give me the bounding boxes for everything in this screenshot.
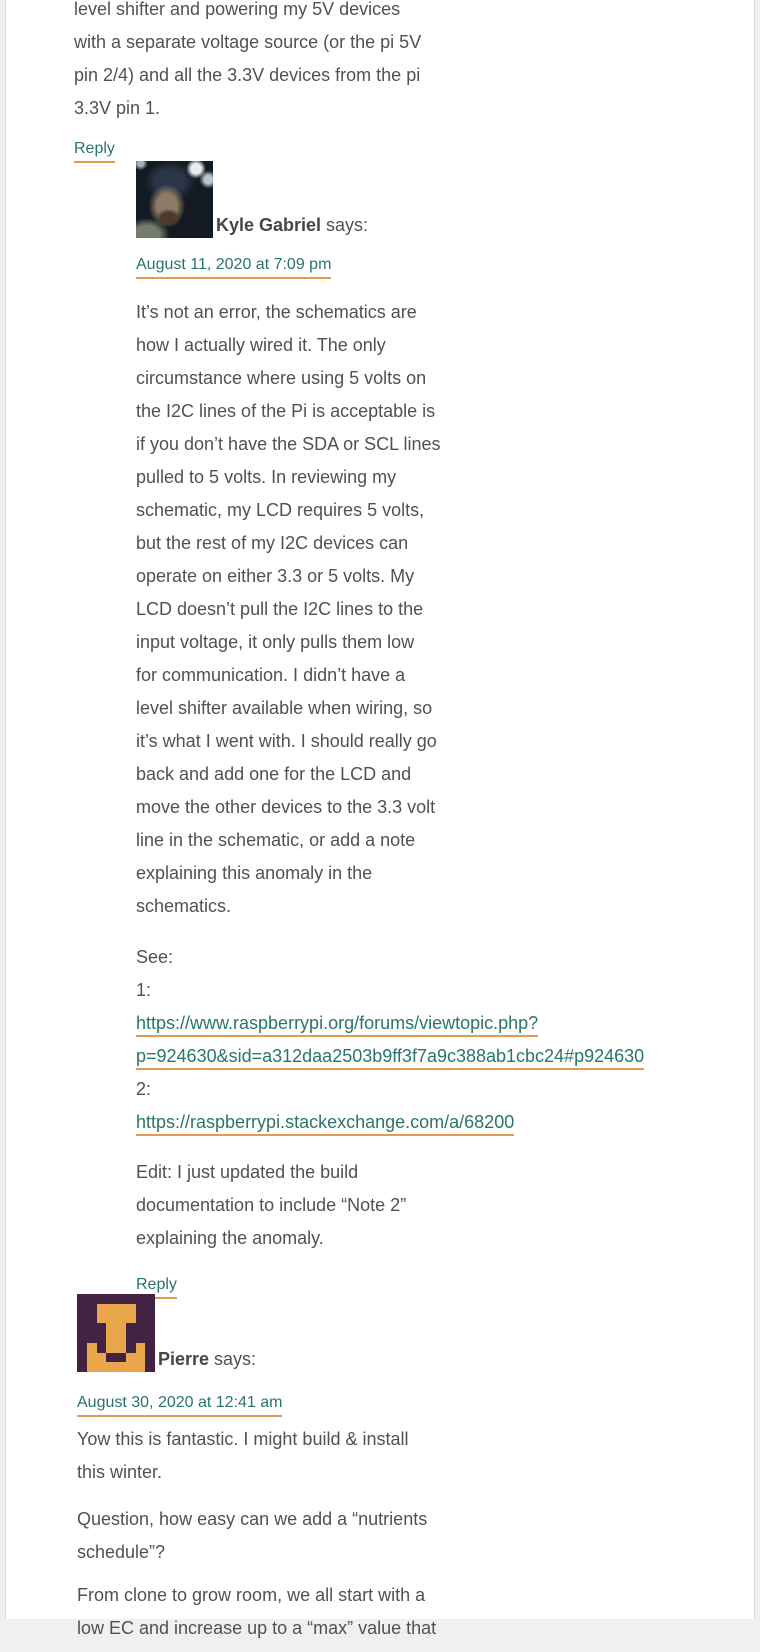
text-line: pulled to 5 volts. In reviewing my — [136, 467, 397, 487]
avatar-pixel — [126, 1304, 136, 1314]
avatar-pixel — [126, 1323, 136, 1333]
comment-kyle-header — [136, 161, 754, 238]
comment-partial-body — [74, 0, 754, 125]
avatar-pixel — [116, 1333, 126, 1343]
avatar-pixel — [145, 1294, 155, 1304]
text-line: schematic, my LCD requires 5 volts, — [136, 500, 425, 520]
avatar-pixel — [106, 1294, 116, 1304]
stackexchange-link[interactable]: https://raspberrypi.stackexchange.com/a/68200 — [136, 1110, 514, 1136]
author-line — [216, 212, 368, 238]
says-text: says: — [321, 215, 369, 235]
avatar-pixel — [136, 1294, 146, 1304]
pierre-avatar — [77, 1294, 155, 1372]
avatar-pixel — [116, 1353, 126, 1363]
author-name: Kyle Gabriel — [216, 215, 322, 235]
text-line: It’s not an error, the schematics are — [136, 302, 417, 322]
reply-link[interactable]: Reply — [74, 137, 115, 163]
text-line: explaining this anomaly in the — [136, 863, 373, 883]
avatar-pixel — [126, 1294, 136, 1304]
avatar-pixel — [145, 1304, 155, 1314]
avatar-pixel — [87, 1343, 97, 1353]
comment-kyle-edit — [136, 1156, 754, 1255]
avatar-pixel — [145, 1314, 155, 1324]
avatar-pixel — [145, 1353, 155, 1363]
avatar-pixel — [136, 1304, 146, 1314]
avatar-pixel — [145, 1362, 155, 1372]
avatar-pixel — [145, 1333, 155, 1343]
avatar-pixel — [77, 1294, 87, 1304]
avatar-pixel — [136, 1333, 146, 1343]
avatar-pixel — [97, 1362, 107, 1372]
avatar-pixel — [106, 1353, 116, 1363]
says-text: says: — [209, 1349, 257, 1369]
text-line: this winter. — [77, 1462, 163, 1482]
avatar-pixel — [97, 1314, 107, 1324]
text-line: input voltage, it only pulls them low — [136, 632, 415, 652]
avatar-pixel — [77, 1323, 87, 1333]
avatar-pixel — [77, 1362, 87, 1372]
author-line — [158, 1346, 256, 1372]
text-line: Question, how easy can we add a “nutrients — [77, 1509, 428, 1529]
reply-link[interactable]: Reply — [136, 1273, 177, 1299]
avatar-pixel — [87, 1304, 97, 1314]
avatar-pixel — [126, 1353, 136, 1363]
text-line: level shifter and powering my 5V devices — [74, 0, 401, 19]
avatar-pixel — [87, 1362, 97, 1372]
avatar-pixel — [106, 1304, 116, 1314]
avatar-pixel — [87, 1333, 97, 1343]
comment-kyle-body — [136, 296, 754, 923]
text-line: schedule”? — [77, 1542, 166, 1562]
avatar-pixel — [106, 1323, 116, 1333]
avatar-pixel — [97, 1304, 107, 1314]
text-line: low EC and increase up to a “max” value that — [77, 1618, 437, 1638]
see-label: See: — [136, 947, 174, 967]
author-name: Pierre — [158, 1349, 210, 1369]
text-line: if you don’t have the SDA or SCL lines — [136, 434, 441, 454]
avatar-pixel — [77, 1353, 87, 1363]
avatar-pixel — [116, 1304, 126, 1314]
avatar-pixel — [77, 1343, 87, 1353]
comment-kyle — [136, 161, 754, 1301]
kyle-avatar — [136, 161, 213, 238]
comment-partial — [74, 0, 754, 165]
text-line: move the other devices to the 3.3 volt — [136, 797, 436, 817]
forum-link-part1[interactable]: https://www.raspberrypi.org/forums/viewtopic.php? — [136, 1011, 538, 1037]
avatar-pixel — [126, 1343, 136, 1353]
comment-pierre-p3 — [77, 1579, 754, 1645]
avatar-pixel — [116, 1362, 126, 1372]
avatar-pixel — [116, 1314, 126, 1324]
text-line: level shifter available when wiring, so — [136, 698, 433, 718]
avatar-pixel — [106, 1314, 116, 1324]
comment-date-link[interactable]: August 11, 2020 at 7:09 pm — [136, 253, 331, 279]
text-line: with a separate voltage source (or the pi 5V — [74, 32, 422, 52]
avatar-pixel — [87, 1353, 97, 1363]
avatar-pixel — [136, 1353, 146, 1363]
comment-date-link[interactable]: August 30, 2020 at 12:41 am — [77, 1391, 282, 1417]
text-line: it’s what I went with. I should really go — [136, 731, 437, 751]
avatar-pixel — [136, 1314, 146, 1324]
ref2-label: 2: — [136, 1079, 152, 1099]
comment-pierre-p1 — [77, 1423, 754, 1489]
avatar-pixel — [136, 1362, 146, 1372]
text-line: explaining the anomaly. — [136, 1228, 324, 1248]
comment-pierre-header — [77, 1294, 754, 1372]
text-line: for communication. I didn’t have a — [136, 665, 406, 685]
text-line: the I2C lines of the Pi is acceptable is — [136, 401, 436, 421]
avatar-pixel — [77, 1333, 87, 1343]
text-line: operate on either 3.3 or 5 volts. My — [136, 566, 415, 586]
avatar-pixel — [126, 1314, 136, 1324]
avatar-pixel — [97, 1333, 107, 1343]
text-line: back and add one for the LCD and — [136, 764, 412, 784]
text-line: pin 2/4) and all the 3.3V devices from the pi — [74, 65, 421, 85]
text-line: Yow this is fantastic. I might build & install — [77, 1429, 409, 1449]
avatar-pixel — [106, 1333, 116, 1343]
avatar-pixel — [116, 1323, 126, 1333]
avatar-pixel — [77, 1304, 87, 1314]
avatar-pixel — [77, 1314, 87, 1324]
text-line: 3.3V pin 1. — [74, 98, 161, 118]
comments-page — [5, 0, 755, 1638]
text-line: circumstance where using 5 volts on — [136, 368, 427, 388]
comment-kyle-references — [136, 941, 754, 1139]
comment-pierre — [77, 1294, 754, 1645]
text-line: documentation to include “Note 2” — [136, 1195, 407, 1215]
ref1-label: 1: — [136, 980, 152, 1000]
text-line: From clone to grow room, we all start with a — [77, 1585, 426, 1605]
avatar-pixel — [87, 1314, 97, 1324]
forum-link-part2[interactable]: p=924630&sid=a312daa2503b9ff3f7a9c388ab1cbc24#p924630 — [136, 1044, 644, 1070]
avatar-pixel — [145, 1323, 155, 1333]
avatar-pixel — [126, 1362, 136, 1372]
avatar-pixel — [97, 1343, 107, 1353]
text-line: LCD doesn’t pull the I2C lines to the — [136, 599, 424, 619]
text-line: Edit: I just updated the build — [136, 1162, 359, 1182]
avatar-pixel — [97, 1323, 107, 1333]
avatar-pixel — [87, 1294, 97, 1304]
avatar-pixel — [87, 1323, 97, 1333]
avatar-pixel — [136, 1343, 146, 1353]
avatar-pixel — [116, 1343, 126, 1353]
text-line: but the rest of my I2C devices can — [136, 533, 409, 553]
avatar-pixel — [145, 1343, 155, 1353]
avatar-pixel — [97, 1294, 107, 1304]
avatar-pixel — [106, 1362, 116, 1372]
avatar-pixel — [106, 1343, 116, 1353]
avatar-pixel — [116, 1294, 126, 1304]
comment-pierre-p2 — [77, 1503, 754, 1569]
text-line: how I actually wired it. The only — [136, 335, 386, 355]
avatar-pixel — [136, 1323, 146, 1333]
text-line: schematics. — [136, 896, 232, 916]
text-line: line in the schematic, or add a note — [136, 830, 416, 850]
avatar-pixel — [126, 1333, 136, 1343]
avatar-pixel — [97, 1353, 107, 1363]
